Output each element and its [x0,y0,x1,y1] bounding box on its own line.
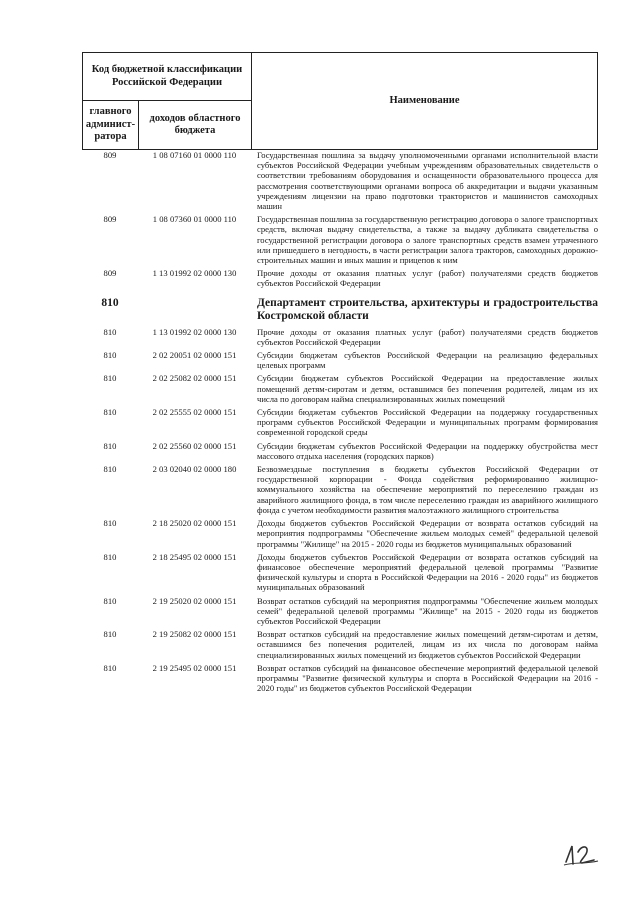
admin-code-cell: 810 [103,373,117,384]
admin-code-cell: 809 [103,214,117,225]
revenue-code-cell: 1 13 01992 02 0000 130 [152,326,237,337]
admin-column-header: главного админист-ратора [83,101,139,150]
name-cell: Доходы бюджетов субъектов Российской Федерации от возврата остатков субсидий на финансовое обеспечение мероприятий федеральной целевой программы "Развитие физической культуры и спорта в Российской Федерации на 2016 - 2020 годы" из бюджетов муниципальных образований [257,551,598,593]
name-cell: Прочие доходы от оказания платных услуг (работ) получателями средств бюджетов субъектов Российской Федерации [257,268,598,289]
table-row [82,407,598,438]
name-cell: Государственная пошлина за государственную регистрацию договора о залоге транспортных средств, включая выдачу свидетельства, а также за выдачу дубликата свидетельства о государственной регистрации договора о залоге транспортных средств взамен утраченного или пришедшего в негодность, в части регистрации залога тракторов, самоходных дорожно-строительных машин и иных машин и прицепов к ним [257,214,598,266]
table-row [82,663,598,694]
revenue-code-cell: 1 08 07360 01 0000 110 [152,214,237,225]
table-row [82,268,598,288]
name-cell: Государственная пошлина за выдачу уполномоченными органами исполнительной власти субъектов Российской Федерации учебным учреждениям образовательных свидетельств о соответствии требованиям оборудования и оснащенности образовательного процесса для рассмотрения соответствующими органами вопроса об аккредитации и выдачи указанным учреждениям лицензии на право подготовки трактористов и машинистов самоходных машин [257,150,598,212]
name-cell: Возврат остатков субсидий на предоставление жилых помещений детям-сиротам и детям, оставшимся без попечения родителей, лицам из их числа по договорам найма специализированных жилых помещений из бюджетов субъектов Российской Федерации [257,629,598,660]
admin-code-cell: 810 [103,629,117,640]
admin-code-cell: 810 [103,595,117,606]
table-header [82,52,598,150]
admin-code-cell: 810 [103,350,117,361]
admin-code-cell: 809 [103,150,117,160]
name-cell: Возврат остатков субсидий на финансовое обеспечение мероприятий федеральной целевой программы "Развитие физической культуры и спорта в Российской Федерации на 2016 - 2020 годы" из бюджетов субъектов Российской Федерации [257,662,598,694]
name-cell: Прочие доходы от оказания платных услуг (работ) получателями средств бюджетов субъектов Российской Федерации [257,326,598,347]
name-cell: Департамент строительства, архитектуры и градостроительства Костромской области [257,296,598,322]
name-column-header: Наименование [252,53,598,150]
admin-code-cell: 810 [101,296,119,309]
admin-code-cell: 810 [103,518,117,529]
admin-code-cell: 810 [103,662,117,673]
table-row [82,373,598,404]
admin-code-cell: 810 [103,326,117,337]
handwritten-page-number [560,838,600,868]
department-row [82,297,598,323]
document-page [82,52,598,696]
revenue-code-cell: 2 18 25495 02 0000 151 [152,551,237,562]
table-row [82,350,598,370]
revenue-code-cell: 1 08 07160 01 0000 110 [152,150,237,160]
table-row [82,596,598,627]
admin-code-cell: 810 [103,440,117,451]
admin-code-cell: 810 [103,551,117,562]
admin-code-cell: 810 [103,464,117,475]
revenue-code-cell: 2 19 25495 02 0000 151 [152,662,237,673]
admin-code-cell: 809 [103,268,117,279]
revenue-code-cell: 2 02 25082 02 0000 151 [152,373,237,384]
table-row [82,552,598,593]
table-body [82,150,598,693]
table-row [82,327,598,347]
name-cell: Субсидии бюджетам субъектов Российской Федерации на реализацию федеральных целевых программ [257,350,598,371]
revenue-code-cell: 2 02 25560 02 0000 151 [152,440,237,451]
revenue-code-cell: 1 13 01992 02 0000 130 [152,268,237,279]
table-row [82,150,598,211]
table-row [82,214,598,265]
table-row [82,464,598,515]
name-cell: Субсидии бюджетам субъектов Российской Федерации на предоставление жилых помещений детям-сиротам и детям, оставшимся без попечения родителей, лицам из их числа по договорам найма специализированных жилых помещений [257,373,598,404]
revenue-code-cell: 2 19 25082 02 0000 151 [152,629,237,640]
table-row [82,441,598,461]
revenue-column-header: доходов областного бюджета [139,101,252,150]
name-cell: Субсидии бюджетам субъектов Российской Федерации на поддержку государственных программ субъектов Российской Федерации и муниципальных программ формирования современной городской среды [257,407,598,438]
code-group-header: Код бюджетной классификации Российской Федерации [83,53,252,101]
revenue-code-cell: 2 18 25020 02 0000 151 [152,518,237,529]
revenue-code-cell: 2 02 25555 02 0000 151 [152,407,237,418]
name-cell: Доходы бюджетов субъектов Российской Федерации от возврата остатков субсидий на мероприятия подпрограммы "Обеспечение жильем молодых семей" федеральной целевой программы "Жилище" на 2015 - 2020 годы из бюджетов муниципальных образований [257,518,598,549]
revenue-code-cell: 2 19 25020 02 0000 151 [152,595,237,606]
table-row [82,629,598,660]
admin-code-cell: 810 [103,407,117,418]
table-row [82,518,598,549]
revenue-code-cell: 2 02 20051 02 0000 151 [152,350,237,361]
name-cell: Субсидии бюджетам субъектов Российской Федерации на поддержку обустройства мест массового отдыха населения (городских парков) [257,440,598,461]
revenue-code-cell: 2 03 02040 02 0000 180 [152,464,237,475]
name-cell: Безвозмездные поступления в бюджеты субъектов Российской Федерации от государственной корпорации - Фонда содействия реформированию жилищно-коммунального хозяйства на обеспечение мероприятий по переселению граждан из аварийного жилищного фонда, в том числе переселению граждан из аварийного жилищного фонда с учетом необходимости развития малоэтажного жилищного строительства [257,464,598,515]
name-cell: Возврат остатков субсидий на мероприятия подпрограммы "Обеспечение жильем молодых семей" федеральной целевой программы "Жилище" на 2015 - 2020 годы из бюджетов субъектов Российской Федерации [257,595,598,626]
